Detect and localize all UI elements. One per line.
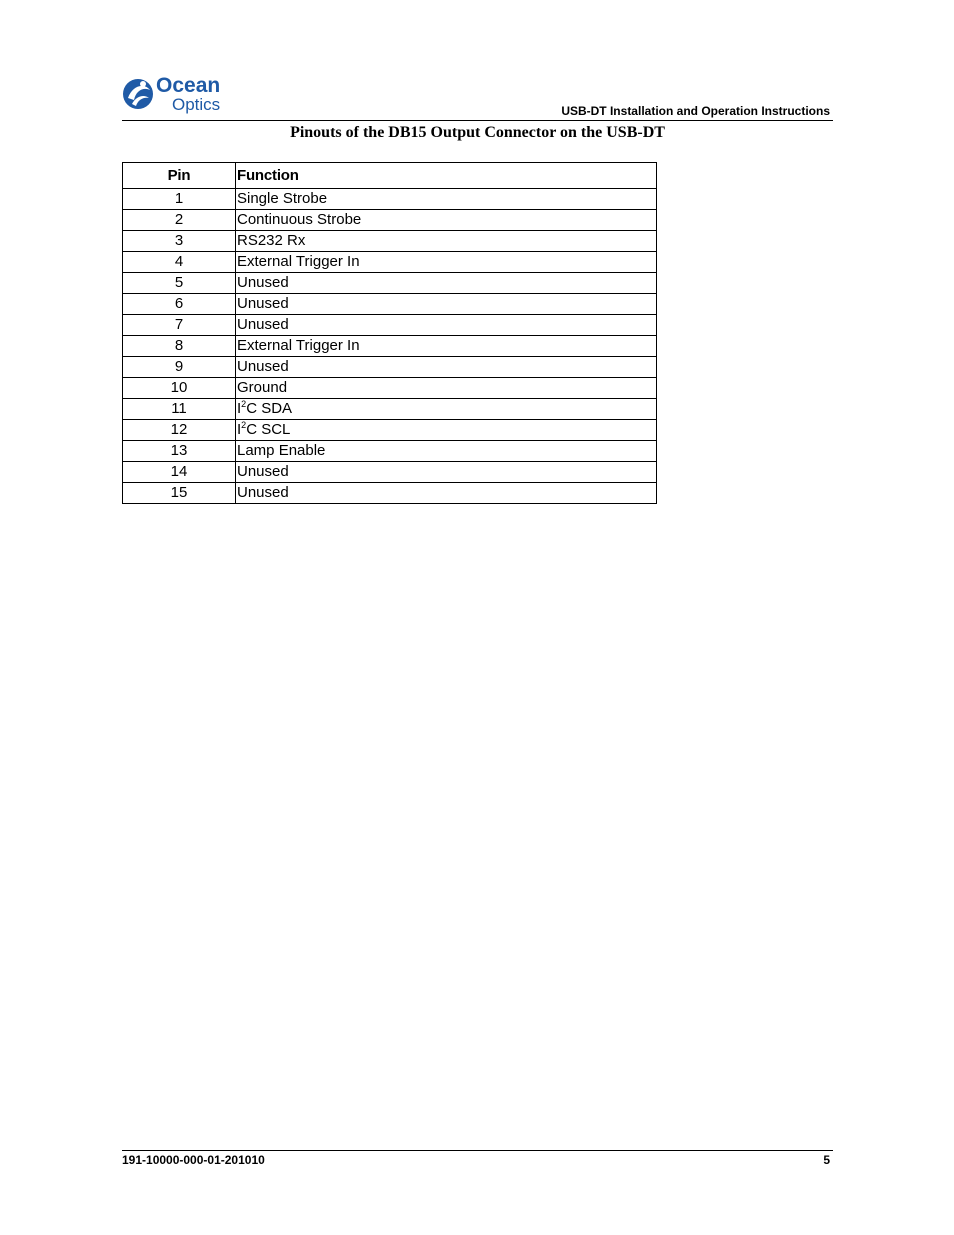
ocean-optics-logo: [122, 70, 242, 118]
pin-function-cell: Single Strobe: [236, 189, 657, 210]
pin-function-cell: External Trigger In: [236, 336, 657, 357]
table-row: [123, 462, 657, 483]
table-row: [123, 294, 657, 315]
pin-number-cell: 3: [123, 231, 236, 252]
pin-number-cell: 1: [123, 189, 236, 210]
pin-function-cell: RS232 Rx: [236, 231, 657, 252]
pin-function-cell: Continuous Strobe: [236, 210, 657, 231]
table-row: [123, 210, 657, 231]
table-caption: Pinouts of the DB15 Output Connector on the USB-DT: [290, 124, 665, 141]
ocean-optics-logo-mark: [122, 70, 242, 118]
pin-number-cell: 10: [123, 378, 236, 399]
table-row: [123, 378, 657, 399]
pin-number-cell: 7: [123, 315, 236, 336]
pin-number-cell: 5: [123, 273, 236, 294]
table-row: [123, 441, 657, 462]
pin-number-cell: 14: [123, 462, 236, 483]
function-prefix: I: [237, 400, 242, 417]
table-row: [123, 231, 657, 252]
logo-line1: Ocean: [156, 74, 221, 97]
pin-function-cell: Unused: [236, 273, 657, 294]
pin-function-cell: Unused: [236, 294, 657, 315]
pinout-table: [122, 162, 657, 504]
logo-line2: Optics: [172, 95, 221, 114]
pinout-table-body: [123, 189, 657, 504]
pin-number-cell: 15: [123, 483, 236, 504]
pin-number-cell: 12: [123, 420, 236, 441]
pin-function-cell: Unused: [236, 483, 657, 504]
pin-number-cell: 6: [123, 294, 236, 315]
pin-number-cell: 2: [123, 210, 236, 231]
column-header-pin: Pin: [123, 163, 236, 189]
pin-function-cell: External Trigger In: [236, 252, 657, 273]
footer-divider: [122, 1150, 833, 1151]
pin-number-cell: 4: [123, 252, 236, 273]
pin-function-cell: Unused: [236, 357, 657, 378]
table-row: [123, 273, 657, 294]
pin-function-cell: [236, 399, 657, 420]
pin-number-cell: 9: [123, 357, 236, 378]
table-header-row: [123, 163, 657, 189]
pin-function-cell: [236, 420, 657, 441]
function-text: C SDA: [246, 400, 293, 417]
table-row: [123, 315, 657, 336]
document-number: 191-10000-000-01-201010: [122, 1153, 265, 1167]
table-row: [123, 483, 657, 504]
pin-function-cell: Ground: [236, 378, 657, 399]
page-number: 5: [823, 1153, 830, 1167]
header-divider: [122, 120, 833, 121]
pin-function-cell: Unused: [236, 462, 657, 483]
table-row: [123, 420, 657, 441]
table-row: [123, 357, 657, 378]
pin-number-cell: 11: [123, 399, 236, 420]
pin-function-cell: Unused: [236, 315, 657, 336]
function-superscript: 2: [241, 399, 247, 409]
table-row: [123, 252, 657, 273]
function-superscript: 2: [241, 420, 247, 430]
pin-function-cell: Lamp Enable: [236, 441, 657, 462]
header-title: USB-DT Installation and Operation Instructions: [561, 104, 830, 118]
table-row: [123, 336, 657, 357]
function-prefix: I: [237, 421, 242, 438]
column-header-function: Function: [236, 163, 657, 189]
pin-number-cell: 13: [123, 441, 236, 462]
table-row: [123, 189, 657, 210]
function-text: C SCL: [246, 421, 291, 438]
table-row: [123, 399, 657, 420]
pin-number-cell: 8: [123, 336, 236, 357]
